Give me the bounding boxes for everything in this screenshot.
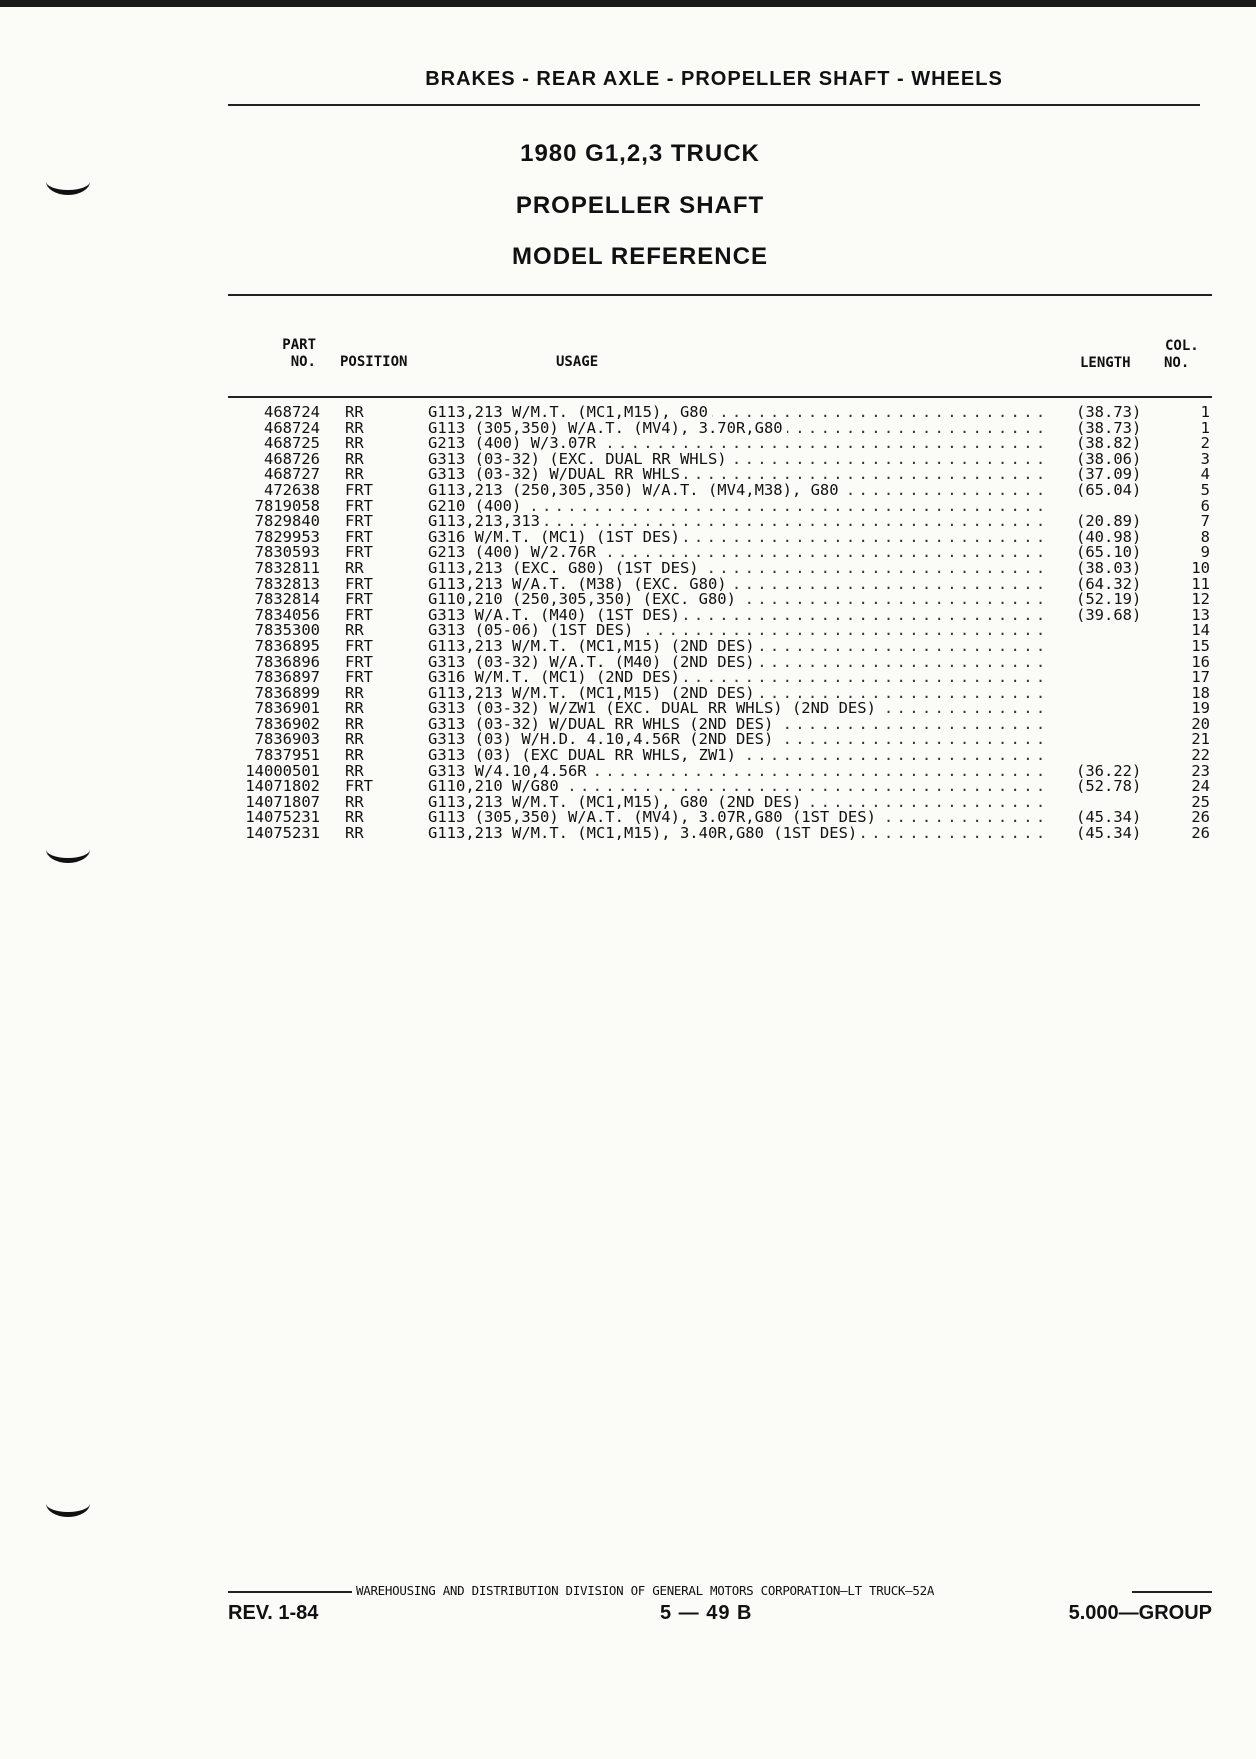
length: (65.10) bbox=[1076, 543, 1142, 562]
table-row bbox=[0, 623, 1256, 639]
position: RR bbox=[345, 714, 364, 733]
footer-note-text: WAREHOUSING AND DISTRIBUTION DIVISION OF GENERAL MOTORS CORPORATION—LT TRUCK—52A bbox=[356, 1583, 935, 1598]
binder-hole-mark bbox=[46, 1490, 90, 1517]
col-number: 14 bbox=[1191, 621, 1210, 640]
position: FRT bbox=[345, 480, 373, 499]
position: RR bbox=[345, 824, 364, 843]
usage-text: G210 (400) bbox=[428, 499, 525, 515]
part-number: 468725 bbox=[264, 434, 320, 453]
part-number: 468727 bbox=[264, 465, 320, 484]
position: FRT bbox=[345, 543, 373, 562]
position: RR bbox=[345, 418, 364, 437]
table-row bbox=[0, 480, 1256, 499]
table-row bbox=[0, 574, 1256, 593]
table-row bbox=[0, 436, 1256, 452]
table-row bbox=[0, 558, 1256, 577]
part-number: 7836897 bbox=[254, 668, 320, 687]
part-number: 7834056 bbox=[254, 605, 320, 624]
col-number: 1 bbox=[1200, 418, 1210, 437]
page-title: 1980 G1,2,3 TRUCK bbox=[520, 140, 760, 167]
col-number: 2 bbox=[1200, 434, 1210, 453]
table-row bbox=[0, 792, 1256, 811]
length: (45.34) bbox=[1076, 808, 1142, 827]
length: (45.34) bbox=[1076, 824, 1142, 843]
part-number: 7836902 bbox=[254, 714, 320, 733]
usage-text: G313 (03-32) W/DUAL RR WHLS (2ND DES) bbox=[428, 717, 777, 733]
position: FRT bbox=[345, 527, 373, 546]
group-label: 5.000—GROUP bbox=[1068, 1602, 1212, 1624]
col-number: 24 bbox=[1191, 777, 1210, 796]
usage-text: G313 (03-32) W/ZW1 (EXC. DUAL RR WHLS) (2ND DES) bbox=[428, 701, 880, 717]
usage bbox=[428, 577, 1046, 593]
col-number: 9 bbox=[1200, 543, 1210, 562]
usage bbox=[428, 701, 1046, 717]
usage bbox=[428, 732, 1046, 748]
col-header-part-line2: NO. bbox=[290, 354, 316, 370]
part-number: 7832814 bbox=[254, 590, 320, 609]
usage bbox=[428, 514, 1046, 530]
part-number: 7832813 bbox=[254, 574, 320, 593]
usage-text: G110,210 W/G80 bbox=[428, 779, 563, 795]
col-number: 21 bbox=[1191, 730, 1210, 749]
table-row bbox=[0, 683, 1256, 702]
usage-text: G313 (03-32) (EXC. DUAL RR WHLS) bbox=[428, 452, 731, 468]
col-number: 7 bbox=[1200, 512, 1210, 531]
usage-text: G110,210 (250,305,350) (EXC. G80) bbox=[428, 592, 740, 608]
col-number: 17 bbox=[1191, 668, 1210, 687]
length: (38.73) bbox=[1076, 403, 1142, 421]
length: (64.32) bbox=[1076, 574, 1142, 593]
table-row bbox=[0, 527, 1256, 546]
usage-text: G113,213 W/M.T. (MC1,M15) (2ND DES) bbox=[428, 686, 759, 702]
col-header-usage: USAGE bbox=[556, 354, 599, 370]
part-number: 468724 bbox=[264, 403, 320, 421]
position: RR bbox=[345, 434, 364, 453]
position: RR bbox=[345, 465, 364, 484]
usage bbox=[428, 748, 1046, 764]
table-row bbox=[0, 449, 1256, 468]
length: (52.19) bbox=[1076, 590, 1142, 609]
parts-table bbox=[0, 405, 1256, 842]
position: FRT bbox=[345, 652, 373, 671]
position: FRT bbox=[345, 605, 373, 624]
length: (38.06) bbox=[1076, 449, 1142, 468]
position: RR bbox=[345, 730, 364, 749]
length: (38.73) bbox=[1076, 418, 1142, 437]
page-subtitle: PROPELLER SHAFT bbox=[515, 192, 765, 219]
part-number: 7836903 bbox=[254, 730, 320, 749]
usage bbox=[428, 483, 1046, 499]
usage bbox=[428, 421, 1046, 437]
table-row bbox=[0, 826, 1256, 842]
part-number: 14071802 bbox=[245, 777, 320, 796]
table-row bbox=[0, 652, 1256, 671]
position: RR bbox=[345, 761, 364, 780]
table-row bbox=[0, 405, 1256, 421]
footer-division-note bbox=[228, 1583, 1212, 1599]
part-number: 14075231 bbox=[245, 808, 320, 827]
col-header-col bbox=[1164, 338, 1199, 372]
table-row bbox=[0, 810, 1256, 826]
part-number: 14075231 bbox=[245, 824, 320, 843]
col-header-position: POSITION bbox=[340, 354, 408, 370]
usage bbox=[428, 826, 1046, 842]
length: (37.09) bbox=[1076, 465, 1142, 484]
usage bbox=[428, 530, 1046, 546]
usage-text: G113,213 W/M.T. (MC1,M15), 3.40R,G80 (1ST DES) bbox=[428, 826, 861, 842]
table-row bbox=[0, 748, 1256, 764]
table-row bbox=[0, 761, 1256, 780]
col-number: 6 bbox=[1200, 496, 1210, 515]
col-number: 23 bbox=[1191, 761, 1210, 780]
table-row bbox=[0, 732, 1256, 748]
usage-text: G316 W/M.T. (MC1) (2ND DES) bbox=[428, 670, 684, 686]
col-number: 20 bbox=[1191, 714, 1210, 733]
section-header: BRAKES - REAR AXLE - PROPELLER SHAFT - WHEELS bbox=[425, 68, 1003, 90]
usage bbox=[428, 623, 1046, 639]
position: RR bbox=[345, 699, 364, 718]
part-number: 7836901 bbox=[254, 699, 320, 718]
usage bbox=[428, 592, 1046, 608]
usage bbox=[428, 452, 1046, 468]
footer-rule-right bbox=[1132, 1591, 1212, 1593]
position: RR bbox=[345, 746, 364, 765]
part-number: 7832811 bbox=[254, 558, 320, 577]
part-number: 472638 bbox=[264, 480, 320, 499]
col-header-part bbox=[270, 337, 316, 371]
usage bbox=[428, 639, 1046, 655]
usage-text: G113,213 (250,305,350) W/A.T. (MV4,M38), G80 bbox=[428, 483, 843, 499]
length: (38.03) bbox=[1076, 558, 1142, 577]
usage bbox=[428, 655, 1046, 671]
usage bbox=[428, 686, 1046, 702]
usage-text: G213 (400) W/2.76R bbox=[428, 545, 600, 561]
usage-text: G313 W/4.10,4.56R bbox=[428, 764, 591, 780]
col-number: 18 bbox=[1191, 683, 1210, 702]
part-number: 7836899 bbox=[254, 683, 320, 702]
usage bbox=[428, 436, 1046, 452]
position: RR bbox=[345, 558, 364, 577]
scan-top-edge bbox=[0, 0, 1256, 7]
col-header-col-line1: COL. bbox=[1165, 338, 1199, 354]
revision-label: REV. 1-84 bbox=[228, 1602, 319, 1624]
col-number: 16 bbox=[1191, 652, 1210, 671]
col-number: 11 bbox=[1191, 574, 1210, 593]
usage-text: G313 (03-32) W/DUAL RR WHLS bbox=[428, 467, 684, 483]
usage-text: G113 (305,350) W/A.T. (MV4), 3.07R,G80 (1ST DES) bbox=[428, 810, 880, 826]
col-number: 5 bbox=[1200, 480, 1210, 499]
part-number: 7836896 bbox=[254, 652, 320, 671]
col-number: 15 bbox=[1191, 636, 1210, 655]
length: (65.04) bbox=[1076, 480, 1142, 499]
usage bbox=[428, 405, 1046, 421]
table-row bbox=[0, 514, 1256, 530]
col-number: 22 bbox=[1191, 746, 1210, 765]
position: FRT bbox=[345, 496, 373, 515]
table-row bbox=[0, 545, 1256, 561]
table-row bbox=[0, 701, 1256, 717]
usage bbox=[428, 764, 1046, 780]
usage-text: G316 W/M.T. (MC1) (1ST DES) bbox=[428, 530, 684, 546]
usage-text: G113,213 W/A.T. (M38) (EXC. G80) bbox=[428, 577, 731, 593]
col-number: 26 bbox=[1191, 808, 1210, 827]
position: FRT bbox=[345, 636, 373, 655]
part-number: 7836895 bbox=[254, 636, 320, 655]
usage bbox=[428, 467, 1046, 483]
position: RR bbox=[345, 683, 364, 702]
usage bbox=[428, 545, 1046, 561]
usage bbox=[428, 795, 1046, 811]
col-number: 4 bbox=[1200, 465, 1210, 484]
usage-text: G113,213 W/M.T. (MC1,M15), G80 (2ND DES) bbox=[428, 795, 805, 811]
header-rule bbox=[228, 104, 1200, 106]
part-number: 7830593 bbox=[254, 543, 320, 562]
position: FRT bbox=[345, 590, 373, 609]
part-number: 7829953 bbox=[254, 527, 320, 546]
usage-text: G313 (03) W/H.D. 4.10,4.56R (2ND DES) bbox=[428, 732, 777, 748]
col-number: 25 bbox=[1191, 792, 1210, 811]
page-subtitle-2: MODEL REFERENCE bbox=[512, 243, 768, 270]
table-header-rule bbox=[228, 396, 1212, 398]
col-number: 1 bbox=[1200, 403, 1210, 421]
col-number: 26 bbox=[1191, 824, 1210, 843]
usage-text: G113,213 W/M.T. (MC1,M15) (2ND DES) bbox=[428, 639, 759, 655]
table-row bbox=[0, 605, 1256, 624]
part-number: 7837951 bbox=[254, 746, 320, 765]
usage-text: G213 (400) W/3.07R bbox=[428, 436, 600, 452]
length: (20.89) bbox=[1076, 512, 1142, 531]
col-number: 19 bbox=[1191, 699, 1210, 718]
length: (38.82) bbox=[1076, 434, 1142, 453]
part-number: 14071807 bbox=[245, 792, 320, 811]
usage bbox=[428, 499, 1046, 515]
title-rule bbox=[228, 294, 1212, 296]
usage bbox=[428, 810, 1046, 826]
position: FRT bbox=[345, 668, 373, 687]
usage-text: G113 (305,350) W/A.T. (MV4), 3.70R,G80 bbox=[428, 421, 787, 437]
usage bbox=[428, 779, 1046, 795]
col-header-length: LENGTH bbox=[1080, 355, 1131, 371]
usage-text: G313 (05-06) (1ST DES) bbox=[428, 623, 637, 639]
usage bbox=[428, 608, 1046, 624]
part-number: 468726 bbox=[264, 449, 320, 468]
position: RR bbox=[345, 808, 364, 827]
table-row bbox=[0, 714, 1256, 733]
position: FRT bbox=[345, 512, 373, 531]
footer-rule-left bbox=[228, 1591, 352, 1593]
table-row bbox=[0, 779, 1256, 795]
usage-text: G313 (03-32) W/A.T. (M40) (2ND DES) bbox=[428, 655, 759, 671]
length: (39.68) bbox=[1076, 605, 1142, 624]
usage bbox=[428, 717, 1046, 733]
table-row bbox=[0, 636, 1256, 655]
usage bbox=[428, 561, 1046, 577]
usage-text: G313 (03) (EXC DUAL RR WHLS, ZW1) bbox=[428, 748, 740, 764]
col-number: 13 bbox=[1191, 605, 1210, 624]
table-row bbox=[0, 592, 1256, 608]
position: FRT bbox=[345, 574, 373, 593]
length: (40.98) bbox=[1076, 527, 1142, 546]
col-number: 12 bbox=[1191, 590, 1210, 609]
usage-text: G113,213 W/M.T. (MC1,M15), G80 bbox=[428, 405, 712, 421]
part-number: 7829840 bbox=[254, 512, 320, 531]
position: FRT bbox=[345, 777, 373, 796]
col-number: 10 bbox=[1191, 558, 1210, 577]
col-number: 3 bbox=[1200, 449, 1210, 468]
usage bbox=[428, 670, 1046, 686]
binder-hole-mark bbox=[46, 168, 90, 195]
position: RR bbox=[345, 403, 364, 421]
page-number: 5 — 49 B bbox=[660, 1602, 753, 1624]
position: RR bbox=[345, 449, 364, 468]
table-row bbox=[0, 467, 1256, 483]
col-header-part-line1: PART bbox=[282, 337, 316, 353]
part-number: 7835300 bbox=[254, 621, 320, 640]
position: RR bbox=[345, 621, 364, 640]
table-row bbox=[0, 496, 1256, 515]
table-row bbox=[0, 418, 1256, 437]
length: (36.22) bbox=[1076, 761, 1142, 780]
part-number: 14000501 bbox=[245, 761, 320, 780]
length: (52.78) bbox=[1076, 777, 1142, 796]
usage-text: G113,213,313 bbox=[428, 514, 544, 530]
col-number: 8 bbox=[1200, 527, 1210, 546]
col-header-col-line2: NO. bbox=[1164, 355, 1190, 371]
position: RR bbox=[345, 792, 364, 811]
usage-text: G113,213 (EXC. G80) (1ST DES) bbox=[428, 561, 703, 577]
part-number: 7819058 bbox=[254, 496, 320, 515]
usage-text: G313 W/A.T. (M40) (1ST DES) bbox=[428, 608, 684, 624]
part-number: 468724 bbox=[264, 418, 320, 437]
table-row bbox=[0, 670, 1256, 686]
